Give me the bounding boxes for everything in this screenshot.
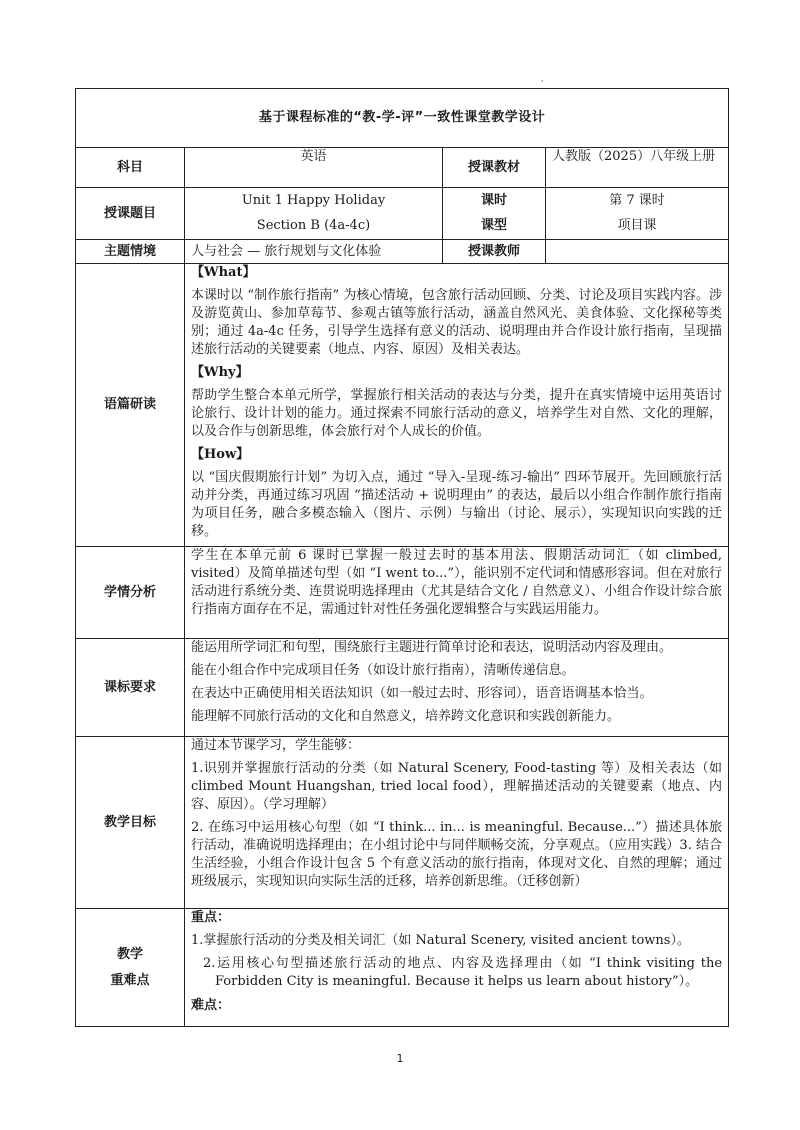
hours-type-label <box>443 188 546 240</box>
hours-type-value <box>546 188 729 240</box>
topic-label: 授课题目 <box>76 188 185 240</box>
page-number: 1 <box>396 1052 404 1065</box>
topic-value <box>185 188 443 240</box>
text-study-label: 语篇研读 <box>76 264 185 547</box>
what-tag: 【What】 <box>191 265 256 280</box>
objective-1: 1.识别并掌握旅行活动的分类（如 Natural Scenery, Food-tasting 等）及相关表达（如 climbed Mount Huangshan, tried local food），理解描述活动的关键要素（地点、内容、原因）。（学习理解） <box>191 761 723 812</box>
why-text: 帮助学生整合本单元所学，掌握旅行相关活动的表达与分类，提升在真实情境中运用英语讨论旅行、设计计划的能力。通过探索不同旅行活动的意义，培养学生对自然、文化的理解，以及合作与创新思维，体会旅行对个人成长的价值。 <box>191 388 723 439</box>
curriculum-item: 能运用所学词汇和句型，围绕旅行主题进行简单讨论和表达，说明活动内容及理由。 <box>191 640 673 655</box>
material-label: 授课教材 <box>443 148 546 188</box>
curriculum-content <box>185 639 729 737</box>
hours-label: 课时 <box>480 193 507 208</box>
hours-value: 第 7 课时 <box>609 193 665 208</box>
curriculum-item: 能理解不同旅行活动的文化和自然意义，培养跨文化意识和实践创新能力。 <box>191 709 621 724</box>
type-value: 项目课 <box>617 218 657 233</box>
topic-unit: Unit 1 Happy Holiday <box>241 193 386 208</box>
key-points-label-line1: 教学 <box>116 946 143 962</box>
curriculum-label: 课标要求 <box>76 639 185 737</box>
lesson-design-table <box>75 88 729 1027</box>
key-point-2: 2.运用核心句型描述旅行活动的地点、内容及选择理由（如 “I think visiting the Forbidden City is meaningful. Because it helps us learn about history”）。 <box>203 956 723 989</box>
how-tag: 【How】 <box>191 447 250 462</box>
text-study-content <box>185 264 729 547</box>
key-points-label <box>76 909 185 1027</box>
curriculum-item: 在表达中正确使用相关语法知识（如一般过去时、形容词），语音语调基本恰当。 <box>191 686 653 701</box>
objectives-content <box>185 737 729 909</box>
objectives-label: 教学目标 <box>76 737 185 909</box>
curriculum-item: 能在小组合作中完成项目任务（如设计旅行指南），清晰传递信息。 <box>191 663 575 678</box>
material-value: 人教版（2025）八年级上册 <box>546 148 729 188</box>
student-analysis-label: 学情分析 <box>76 547 185 639</box>
theme-value: 人与社会 — 旅行规划与文化体验 <box>185 240 443 264</box>
key-point-1: 1.掌握旅行活动的分类及相关词汇（如 Natural Scenery, visited ancient towns）。 <box>191 933 690 948</box>
subject-label: 科目 <box>76 148 185 188</box>
key-points-label-line2: 重难点 <box>110 972 150 988</box>
objectives-intro: 通过本节课学习，学生能够： <box>191 738 361 753</box>
page-title: 基于课程标准的“教-学-评”一致性课堂教学设计 <box>76 89 729 148</box>
why-tag: 【Why】 <box>191 365 249 380</box>
type-label: 课型 <box>480 218 507 233</box>
teacher-label: 授课教师 <box>443 240 546 264</box>
page-mark: , <box>541 74 544 83</box>
key-tag: 重点： <box>191 910 231 925</box>
theme-label: 主题情境 <box>76 240 185 264</box>
objective-2-3: 2. 在练习中运用核心句型（如 “I think... in... is meaningful. Because...”）描述具体旅行活动，准确说明选择理由；在小组讨论中与同伴顺畅交流，分享观点。（应用实践）3. 结合生活经验，小组合作设计包含 5 个有意义活动的旅行指南，体现对文化、自然的理解；通过班级展示，实现知识向实际生活的迁移，培养创新思维。（迁移创新） <box>191 820 723 889</box>
teacher-value <box>546 240 729 264</box>
key-points-content <box>185 909 729 1027</box>
subject-value: 英语 <box>185 148 443 188</box>
student-analysis-text: 学生在本单元前 6 课时已掌握一般过去时的基本用法、假期活动词汇（如 climbed, visited）及简单描述句型（如 “I went to...”），能识别不定代词和情感形容词。但在对旅行活动进行系统分类、连贯说明选择理由（尤其是结合文化 / 自然意义）、小组合作设计综合旅行指南方面存在不足，需通过针对性任务强化逻辑整合与实践运用能力。 <box>185 547 729 639</box>
what-text: 本课时以 “制作旅行指南” 为核心情境，包含旅行活动回顾、分类、讨论及项目实践内容。涉及游览黄山、参加草莓节、参观古镇等旅行活动，涵盖自然风光、美食体验、文化探秘等类别；通过 4a-4c 任务，引导学生选择有意义的活动、说明理由并合作设计旅行指南，呈现描述旅行活动的关键要素（地点、内容、原因）及相关表达。 <box>191 288 723 357</box>
topic-section: Section B (4a-4c) <box>256 218 371 233</box>
how-text: 以 “国庆假期旅行计划” 为切入点，通过 “导入-呈现-练习-输出” 四环节展开。先回顾旅行活动并分类，再通过练习巩固 “描述活动 + 说明理由” 的表达，最后以小组合作制作旅行指南为项目任务，融合多模态输入（图片、示例）与输出（讨论、展示），实现知识向实践的迁移。 <box>191 470 723 539</box>
difficult-tag: 难点： <box>191 998 231 1013</box>
